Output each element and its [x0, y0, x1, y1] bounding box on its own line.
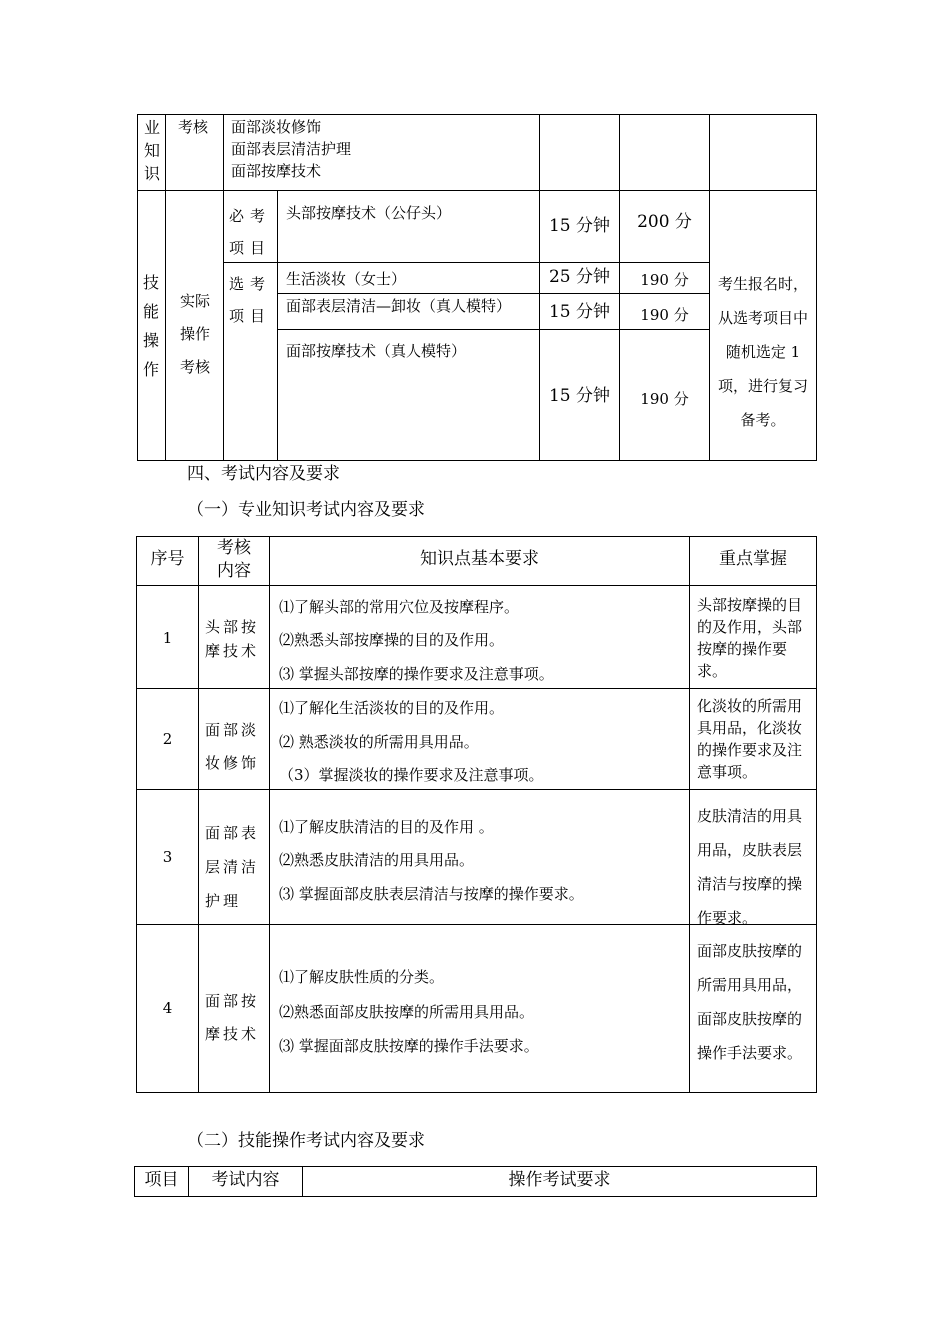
category-skills: 技能操作 [142, 273, 159, 379]
skill-score: 190 分 [640, 390, 689, 408]
skill-time: 15 分钟 [548, 302, 611, 322]
required-label: 必考项目 [229, 207, 272, 257]
row-req: ⑶ 掌握头部按摩的操作要求及注意事项。 [279, 665, 554, 683]
header-requirements: 知识点基本要求 [420, 549, 539, 569]
row-content: 面部表层清洁护理 [205, 824, 260, 910]
row-req: ⑶ 掌握面部皮肤按摩的操作手法要求。 [279, 1037, 539, 1055]
section-title: 四、考试内容及要求 [187, 464, 340, 484]
row-req: ⑵熟悉皮肤清洁的用具用品。 [279, 851, 475, 869]
row-req: ⑴了解皮肤清洁的目的及作用 。 [279, 818, 494, 836]
skill-score: 200 分 [637, 212, 692, 232]
skill-time: 15 分钟 [548, 386, 611, 406]
knowledge-item: 面部表层清洁护理 [231, 140, 352, 158]
row-req: ⑵ 熟悉淡妆的所需用具用品。 [279, 733, 479, 751]
skill-content: 面部按摩技术（真人模特） [286, 342, 467, 360]
row-content: 头部按摩技术 [205, 618, 260, 660]
skill-time: 15 分钟 [548, 216, 611, 236]
row-req: ⑶ 掌握面部皮肤表层清洁与按摩的操作要求。 [279, 885, 584, 903]
subsection-title: （一）专业知识考试内容及要求 [187, 500, 425, 520]
header-content: 考核内容 [217, 538, 251, 581]
method-knowledge: 考核 [178, 118, 209, 136]
row-req: ⑴了解皮肤性质的分类。 [279, 968, 445, 986]
category-knowledge: 业知识 [143, 118, 160, 183]
row-no: 1 [162, 629, 173, 647]
header-operation-requirements: 操作考试要求 [508, 1170, 611, 1190]
skill-time: 25 分钟 [548, 267, 611, 287]
knowledge-item: 面部淡妆修饰 [231, 118, 322, 136]
row-req: ⑴了解化生活淡妆的目的及作用。 [279, 699, 505, 717]
selection-note: 考生报名时，从选考项目中随机选定 1 项，进行复习备考。 [717, 275, 808, 429]
skill-content: 面部表层清洁—卸妆（真人模特） [286, 297, 512, 315]
row-key: 头部按摩操的目的及作用，头部按摩的操作要求。 [697, 596, 803, 680]
header-no: 序号 [150, 549, 185, 569]
header-exam-content: 考试内容 [211, 1170, 280, 1190]
header-key: 重点掌握 [719, 549, 787, 569]
row-req: ⑵熟悉面部皮肤按摩的所需用具用品。 [279, 1003, 535, 1021]
optional-label: 选考项目 [229, 275, 272, 325]
knowledge-item: 面部按摩技术 [231, 162, 322, 180]
row-no: 3 [162, 848, 173, 866]
method-skills: 实际操作考核 [179, 292, 210, 376]
row-key: 化淡妆的所需用具用品，化淡妆的操作要求及注意事项。 [697, 697, 803, 781]
subsection-title: （二）技能操作考试内容及要求 [187, 1131, 425, 1151]
row-key: 面部皮肤按摩的所需用具用品，面部皮肤按摩的操作手法要求。 [697, 942, 803, 1062]
row-key: 皮肤清洁的用具用品，皮肤表层清洁与按摩的操作要求。 [697, 807, 803, 927]
row-content: 面部按摩技术 [205, 992, 260, 1043]
row-content: 面部淡妆修饰 [205, 721, 260, 772]
row-req: （3）掌握淡妆的操作要求及注意事项。 [279, 766, 544, 784]
skill-score: 190 分 [640, 271, 689, 289]
header-item: 项目 [144, 1170, 179, 1190]
row-req: ⑵熟悉头部按摩操的目的及作用。 [279, 631, 505, 649]
row-req: ⑴了解头部的常用穴位及按摩程序。 [279, 598, 520, 616]
skill-content: 头部按摩技术（公仔头） [286, 204, 452, 222]
skill-score: 190 分 [640, 306, 689, 324]
skill-content: 生活淡妆（女士） [286, 270, 407, 288]
row-no: 4 [162, 999, 173, 1017]
row-no: 2 [162, 730, 173, 748]
